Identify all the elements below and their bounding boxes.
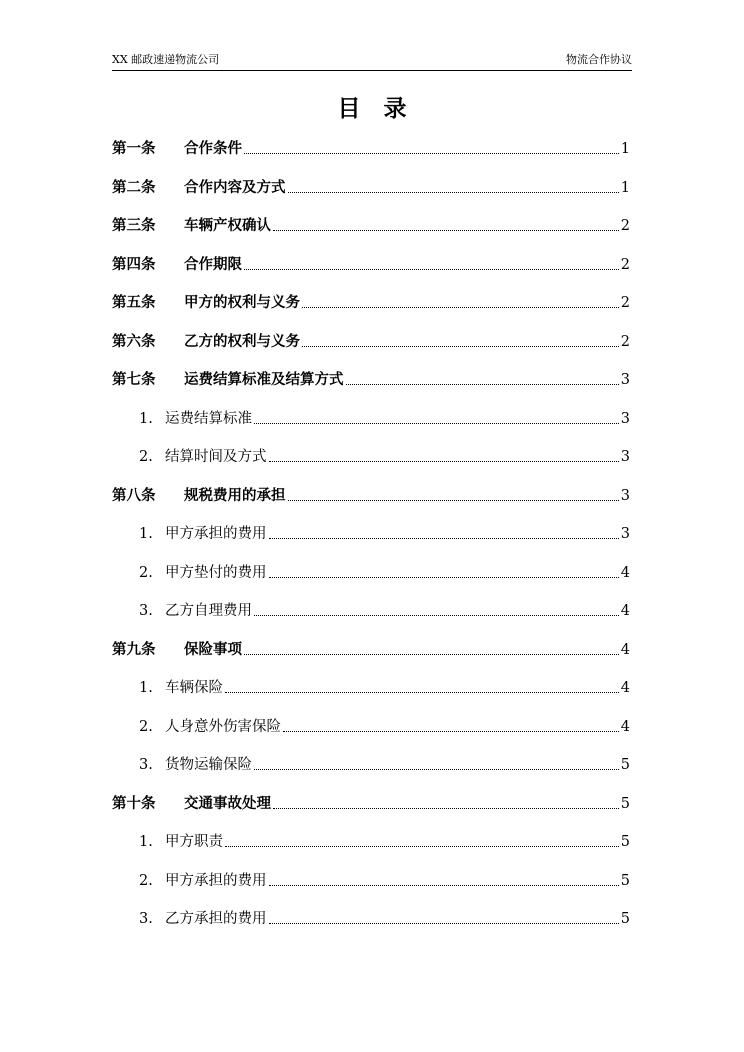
toc-entry-number: 第二条 xyxy=(112,178,156,196)
header-document-title: 物流合作协议 xyxy=(566,53,632,66)
toc-entry-article[interactable] xyxy=(112,253,630,277)
toc-page-number: 3 xyxy=(620,372,630,388)
toc-entry-subsection[interactable] xyxy=(139,830,630,854)
toc-entry-title: 乙方的权利与义务 xyxy=(184,332,300,350)
toc-entry-title: 货物运输保险 xyxy=(165,757,252,773)
toc-entry-number: 第六条 xyxy=(112,332,156,350)
toc-entry-title: 合作期限 xyxy=(184,255,242,273)
toc-entry-number: 1. xyxy=(139,680,153,696)
toc-entry-title: 人身意外伤害保险 xyxy=(165,718,281,735)
toc-entry-subsection[interactable] xyxy=(139,522,630,546)
toc-dot-leader xyxy=(244,268,619,270)
toc-page-number: 3 xyxy=(620,410,630,427)
toc-entry-title: 甲方垫付的费用 xyxy=(165,564,267,581)
toc-entry-title: 甲方职责 xyxy=(165,834,223,850)
toc-entry-article[interactable] xyxy=(112,638,630,662)
toc-dot-leader xyxy=(273,807,619,809)
toc-dot-leader xyxy=(273,229,619,231)
toc-page-number: 5 xyxy=(620,872,630,889)
toc-dot-leader xyxy=(269,884,619,886)
toc-entry-title: 车辆产权确认 xyxy=(184,217,271,234)
toc-dot-leader xyxy=(302,345,619,347)
toc-entry-title: 运费结算标准及结算方式 xyxy=(184,371,344,388)
toc-entry-title: 合作条件 xyxy=(184,140,242,157)
toc-entry-number: 第十条 xyxy=(112,794,156,812)
toc-entry-number: 1. xyxy=(139,834,153,850)
toc-page-number: 3 xyxy=(620,449,630,465)
toc-entry-subsection[interactable] xyxy=(139,445,630,469)
toc-dot-leader xyxy=(288,499,619,501)
toc-dot-leader xyxy=(225,691,619,693)
toc-page-number: 4 xyxy=(620,680,630,696)
toc-entry-number: 第三条 xyxy=(112,217,156,234)
toc-entry-subsection[interactable] xyxy=(139,715,630,739)
toc-dot-leader xyxy=(269,460,619,462)
toc-dot-leader xyxy=(244,152,619,154)
toc-entry-subsection[interactable] xyxy=(139,407,630,431)
toc-page-number: 2 xyxy=(620,333,630,350)
toc-entry-number: 3. xyxy=(139,911,153,927)
toc-entry-subsection[interactable] xyxy=(139,753,630,777)
toc-dot-leader xyxy=(302,306,619,308)
toc-entry-number: 第五条 xyxy=(112,294,156,311)
toc-entry-number: 2. xyxy=(139,449,153,465)
toc-page-number: 4 xyxy=(620,718,630,735)
toc-page-number: 5 xyxy=(620,834,630,850)
toc-page-number: 3 xyxy=(620,487,630,504)
toc-entry-article[interactable] xyxy=(112,792,630,816)
toc-entry-subsection[interactable] xyxy=(139,561,630,585)
toc-entry-subsection[interactable] xyxy=(139,676,630,700)
toc-page-number: 1 xyxy=(620,141,630,157)
page-header xyxy=(112,52,632,71)
toc-entry-number: 第七条 xyxy=(112,371,156,388)
toc-entry-title: 乙方自理费用 xyxy=(165,603,252,619)
toc-entry-article[interactable] xyxy=(112,137,630,161)
toc-entry-subsection[interactable] xyxy=(139,599,630,623)
toc-dot-leader xyxy=(269,576,619,578)
toc-page-number: 3 xyxy=(620,526,630,542)
toc-entry-article[interactable] xyxy=(112,484,630,508)
toc-entry-number: 2. xyxy=(139,718,153,735)
toc-page-number: 4 xyxy=(620,564,630,581)
toc-entry-subsection[interactable] xyxy=(139,907,630,931)
toc-entry-title: 合作内容及方式 xyxy=(184,178,286,196)
toc-dot-leader xyxy=(244,653,619,655)
toc-page-number: 2 xyxy=(620,218,630,234)
toc-entry-title: 运费结算标准 xyxy=(165,410,252,427)
toc-page-number: 5 xyxy=(620,911,630,927)
toc-entry-article[interactable] xyxy=(112,214,630,238)
toc-entry-number: 第九条 xyxy=(112,640,156,658)
toc-page-number: 2 xyxy=(620,295,630,311)
toc-page-number: 2 xyxy=(620,256,630,273)
toc-page-number: 4 xyxy=(620,603,630,619)
toc-dot-leader xyxy=(283,730,619,732)
toc-entry-number: 3. xyxy=(139,603,153,619)
toc-entry-title: 保险事项 xyxy=(184,640,242,658)
toc-title: 目 录 xyxy=(337,95,407,122)
toc-dot-leader xyxy=(254,614,619,616)
toc-entry-number: 1. xyxy=(139,526,153,542)
toc-entry-article[interactable] xyxy=(112,330,630,354)
toc-entry-subsection[interactable] xyxy=(139,869,630,893)
toc-entry-number: 第八条 xyxy=(112,486,156,504)
toc-page-number: 5 xyxy=(620,757,630,773)
toc-dot-leader xyxy=(225,845,619,847)
toc-entry-number: 第一条 xyxy=(112,140,156,157)
toc-dot-leader xyxy=(346,383,619,385)
toc-entry-number: 第四条 xyxy=(112,255,156,273)
toc-dot-leader xyxy=(254,768,619,770)
toc-entry-number: 2. xyxy=(139,564,153,581)
toc-entry-title: 规税费用的承担 xyxy=(184,486,286,504)
toc-entry-article[interactable] xyxy=(112,176,630,200)
toc-entry-title: 车辆保险 xyxy=(165,680,223,696)
toc-entry-title: 甲方承担的费用 xyxy=(165,526,267,542)
toc-entry-title: 交通事故处理 xyxy=(184,794,271,812)
toc-dot-leader xyxy=(269,537,619,539)
toc-dot-leader xyxy=(254,422,619,424)
toc-dot-leader xyxy=(288,191,619,193)
toc-page-number: 4 xyxy=(620,641,630,658)
toc-page-number: 5 xyxy=(620,795,630,812)
toc-entry-number: 1. xyxy=(139,410,153,427)
toc-entry-title: 甲方承担的费用 xyxy=(165,872,267,889)
header-company: XX 邮政速递物流公司 xyxy=(112,53,220,66)
toc-entry-title: 结算时间及方式 xyxy=(165,449,267,465)
toc-entry-article[interactable] xyxy=(112,291,630,315)
toc-entry-article[interactable] xyxy=(112,368,630,392)
toc-entry-title: 乙方承担的费用 xyxy=(165,911,267,927)
toc-page-number: 1 xyxy=(620,179,630,196)
toc-dot-leader xyxy=(269,922,619,924)
toc-entry-title: 甲方的权利与义务 xyxy=(184,294,300,311)
toc-entry-number: 3. xyxy=(139,757,153,773)
toc-entry-number: 2. xyxy=(139,872,153,889)
